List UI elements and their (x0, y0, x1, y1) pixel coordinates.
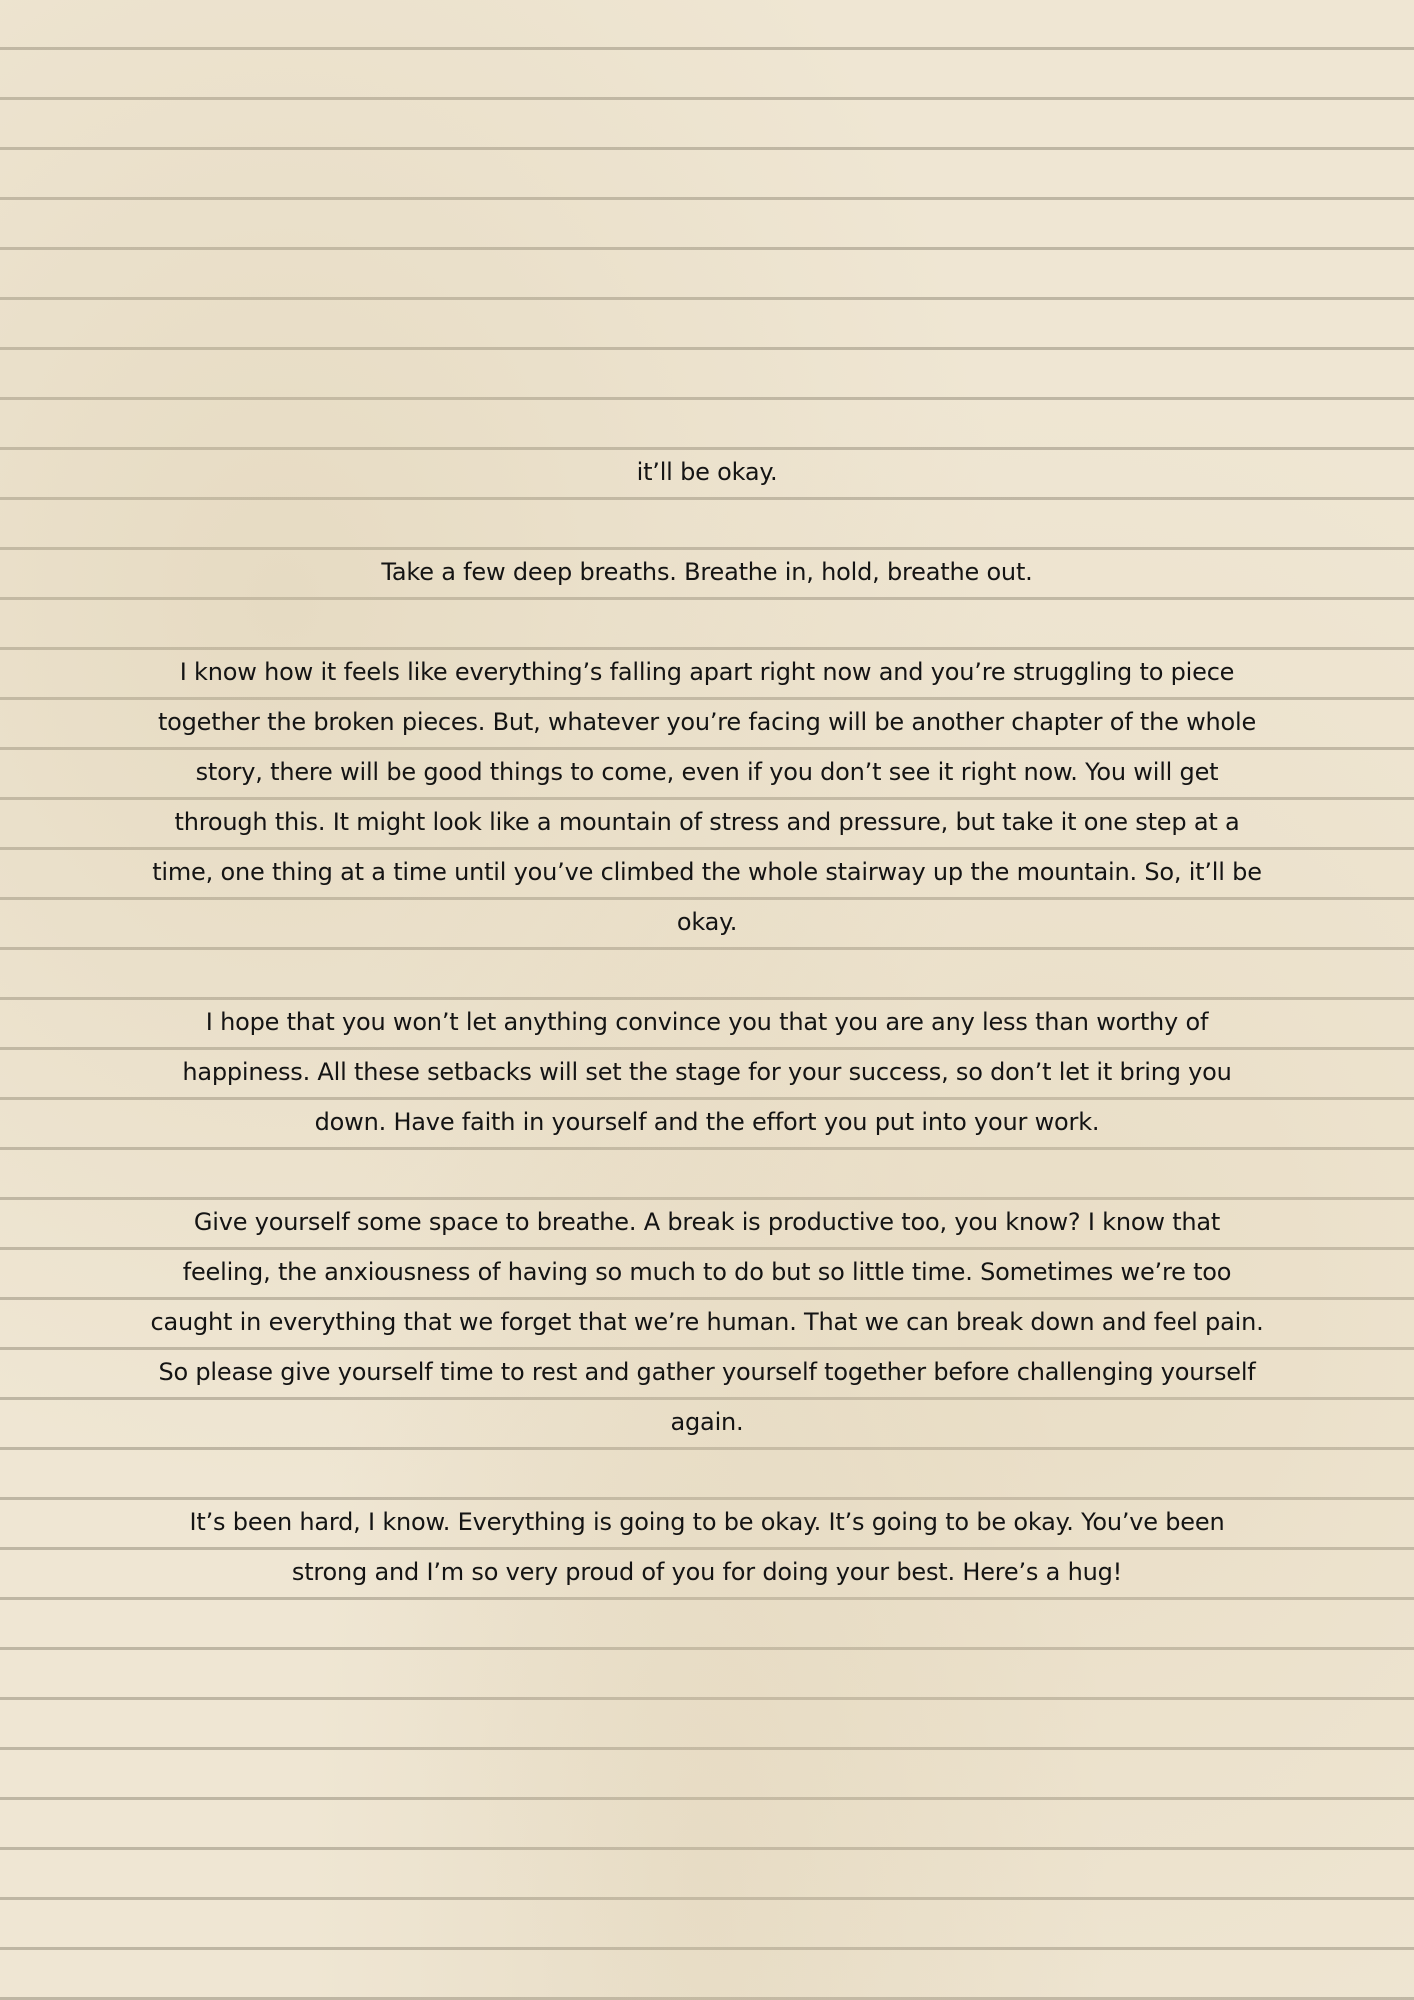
letter-paragraph: Take a few deep breaths. Breathe in, hold, breathe out. (381, 558, 1033, 586)
letter-paragraph: I know how it feels like everything’s falling apart right now and you’re struggling to piece together the broken pieces. But, whatever you’re facing will be another chapter of the whole story, there will be good things to come, even if you don’t see it right now. You will get through this. It might look like a mountain of stress and pressure, but take it one step at a time, one thing at a time until you’ve climbed the whole stairway up the mountain. So, it’ll be okay. (152, 658, 1262, 936)
letter-title: it’ll be okay. (636, 458, 778, 486)
letter-paragraph: It’s been hard, I know. Everything is going to be okay. It’s going to be okay. You’ve been strong and I’m so very proud of you for doing your best. Here’s a hug! (189, 1508, 1225, 1586)
letter-paragraph: I hope that you won’t let anything convince you that you are any less than worthy of happiness. All these setbacks will set the stage for your success, so don’t let it bring you down. Have faith in yourself and the effort you put into your work. (182, 1008, 1232, 1136)
letter-paragraph: Give yourself some space to breathe. A break is productive too, you know? I know that feeling, the anxiousness of having so much to do but so little time. Sometimes we’re too caught in everything that we forget that we’re human. That we can break down and feel pain. So please give yourself time to rest and gather yourself together before challenging yourself again. (150, 1208, 1264, 1436)
letter-body (150, 447, 1264, 1597)
